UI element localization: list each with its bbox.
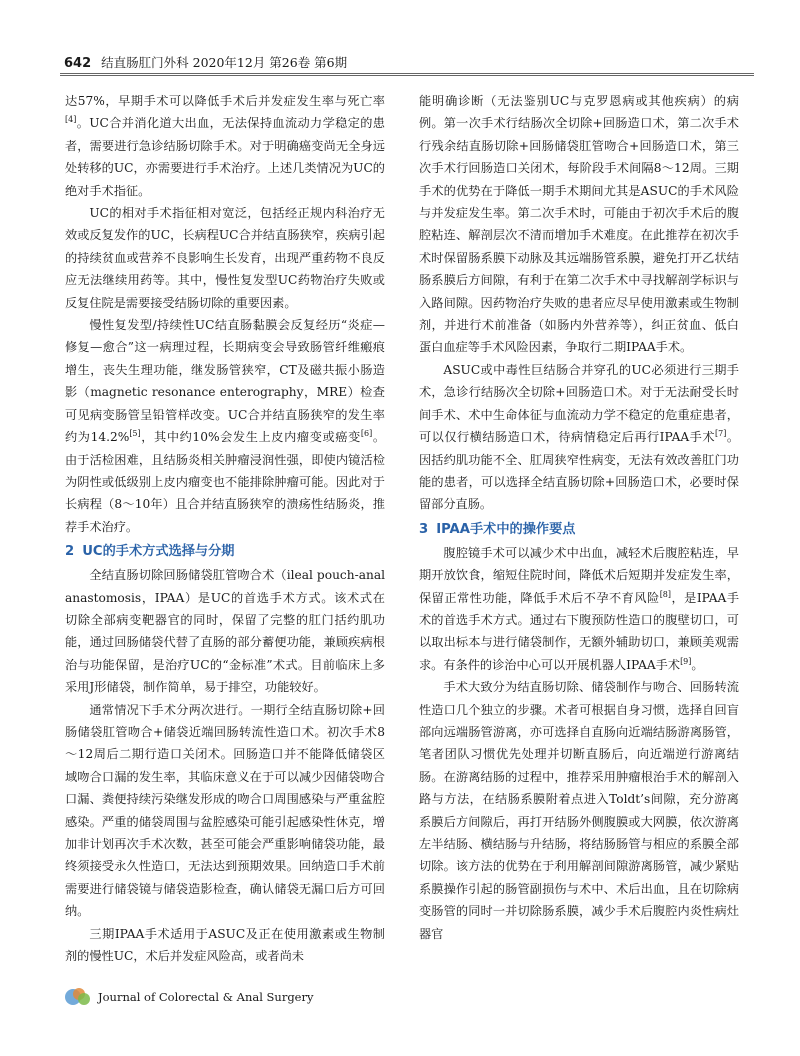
citation: [7]: [715, 429, 727, 439]
citation: [9]: [680, 656, 692, 666]
paragraph: UC的相对手术指征相对宽泛，包括经正规内科治疗无效或反复发作的UC，长病程UC合并结直肠狭窄，疾病引起的持续贫血或营养不良影响生长发育，出现严重药物不良反应无法继续用药等。其中，慢性复发型UC药物治疗失败或反复住院是需要接受结肠切除的重要因素。: [65, 206, 385, 310]
text: 。UC合并消化道大出血，无法保持血流动力学稳定的患者，需要进行急诊结肠切除手术。对于明确癌变尚无全身远处转移的UC，亦需要进行手术治疗。上述几类情况为UC的绝对手术指征。: [65, 116, 385, 198]
paragraph: 能明确诊断（无法鉴别UC与克罗恩病或其他疾病）的病例。第一次手术行结肠次全切除+回肠造口术，第二次手术行残余结直肠切除+回肠储袋肛管吻合+回肠造口术，第三次手术行回肠造口关闭术，每阶段手术间隔8～12周。三期手术的优势在于降低一期手术期间尤其是ASUC的手术风险与并发症发生率。第二次手术时，可能由于初次手术后的腹腔粘连、解剖层次不清而增加手术难度。在此推荐在初次手术时保留肠系膜下动脉及其远端肠管系膜，避免打开乙状结肠系膜后方间隙，有利于在第二次手术中寻找解剖学标识与入路间隙。因药物治疗失败的患者应尽早使用激素或生物制剂，并进行术前准备（如肠内外营养等），纠正贫血、低白蛋白血症等手术风险因素，争取行二期IPAA手术。: [419, 94, 739, 355]
paragraph: 手术大致分为结直肠切除、储袋制作与吻合、回肠转流性造口几个独立的步骤。术者可根据自身习惯，选择自回盲部向远端肠管游离，亦可选择自直肠向近端结肠游离肠管，笔者团队习惯优先处理并切断直肠后，向近端逆行游离结肠。在游离结肠的过程中，推荐采用肿瘤根治手术的解剖入路与方法，在结肠系膜附着点进入Toldt’s间隙，充分游离系膜后方间隙后，再打开结肠外侧腹膜或大网膜，依次游离左半结肠、横结肠与升结肠，将结肠肠管与相应的系膜全部切除。该方法的优势在于利用解剖间隙游离肠管，减少紧贴系膜操作引起的肠管副损伤与术中、术后出血，且在切除病变肠管的同时一并切除肠系膜，减少手术后腹腔内炎性病灶器官: [419, 680, 739, 941]
text: 。因括约肌功能不全、肛周狭窄性病变，无法有效改善肛门功能的患者，可以选择全结直肠切除+回肠造口术，必要时保留部分直肠。: [419, 430, 740, 512]
journal-logo: [64, 985, 94, 1009]
header-rule-top: [60, 73, 754, 74]
text: 慢性复发型/持续性UC结直肠黏膜会反复经历“炎症—修复—愈合”这一病理过程，长期病变会导致肠管纤维瘢痕增生，丧失生理功能，继发肠管狭窄，CT及磁共振小肠造影（magnetic resonance enterography，MRE）检查可见病变肠管呈铅管样改变。UC合并结直肠狭窄的发生率约为14.2%: [65, 318, 385, 445]
paragraph: 通常情况下手术分两次进行。一期行全结直肠切除+回肠储袋肛管吻合+储袋近端回肠转流性造口术。初次手术8～12周后二期行造口关闭术。回肠造口并不能降低储袋区域吻合口漏的发生率，其临床意义在于可以减少因储袋吻合口漏、粪便持续污染继发形成的吻合口周围感染与严重盆腔感染。严重的储袋周围与盆腔感染可能引起感染性休克，增加非计划再次手术次数，甚至可能会严重影响储袋功能，最终须接受永久性造口，无法达到预期效果。回纳造口手术前需要进行储袋镜与储袋造影检查，确认储袋无漏口后方可回纳。: [65, 702, 385, 919]
paragraph: [419, 359, 739, 516]
left-column: [65, 90, 385, 967]
header-rule-bottom: [60, 75, 754, 76]
text: ，是IPAA手术的首选手术方式。通过右下腹预防性造口的腹壁切口，可以取出标本与进行储袋制作，无额外辅助切口，兼顾美观需求。有条件的诊治中心可以开展机器人IPAA手术: [419, 590, 740, 672]
paragraph: [65, 314, 385, 538]
paragraph: [419, 542, 739, 676]
journal-name: Journal of Colorectal & Anal Surgery: [98, 990, 314, 1004]
text: 腹腔镜手术可以减少术中出血，减轻术后腹腔粘连，早期开放饮食，缩短住院时间，降低术后短期并发症发生率，保留正常性功能，降低手术后不孕不育风险: [419, 545, 739, 605]
right-column: [419, 90, 739, 945]
text: 达57%，早期手术可以降低手术后并发症发生率与死亡率: [65, 94, 385, 108]
citation: [4]: [65, 115, 77, 125]
text: 。由于活检困难，且结肠炎相关肿瘤浸润性强，即使内镜活检为阴性或低级别上皮内瘤变也不能排除肿瘤可能。因此对于长病程（8～10年）且合并结直肠狭窄的溃疡性结肠炎，推荐手术治疗。: [65, 430, 386, 534]
section-number: 2: [65, 544, 75, 560]
citation: [5]: [129, 429, 141, 439]
journal-info: 结直肠肛门外科 2020年12月 第26卷 第6期: [101, 55, 348, 70]
section-heading: [419, 518, 739, 542]
paragraph: [65, 90, 385, 202]
section-title: UC的手术方式选择与分期: [82, 544, 235, 560]
page-number: 642: [64, 56, 92, 71]
paragraph: 三期IPAA手术适用于ASUC及正在使用激素或生物制剂的慢性UC，术后并发症风险高，或者尚未: [65, 926, 385, 964]
section-heading: [65, 540, 385, 564]
page-footer: [64, 985, 314, 1009]
page-header: [64, 53, 754, 71]
citation: [6]: [360, 429, 373, 439]
text: ASUC或中毒性巨结肠合并穿孔的UC必须进行三期手术，急诊行结肠次全切除+回肠造口术。对于无法耐受长时间手术、术中生命体征与血流动力学不稳定的危重症患者，可以仅行横结肠造口术，待病情稳定后再行IPAA手术: [419, 362, 739, 445]
text: 。: [691, 657, 704, 672]
section-number: 3: [419, 521, 429, 537]
section-title: IPAA手术中的操作要点: [436, 521, 576, 537]
text: ，其中约10%会发生上皮内瘤变或癌变: [140, 430, 361, 445]
citation: [8]: [659, 589, 672, 599]
paragraph: 全结直肠切除回肠储袋肛管吻合术（ileal pouch-anal anastomosis，IPAA）是UC的首选手术方式。该术式在切除全部病变靶器官的同时，保留了完整的肛门括约肌功能，通过回肠储袋代替了直肠的部分蓄便功能，兼顾疾病根治与功能保留，是治疗UC的“金标准”术式。目前临床上多采用J形储袋，制作简单，易于排空，功能较好。: [65, 568, 385, 695]
